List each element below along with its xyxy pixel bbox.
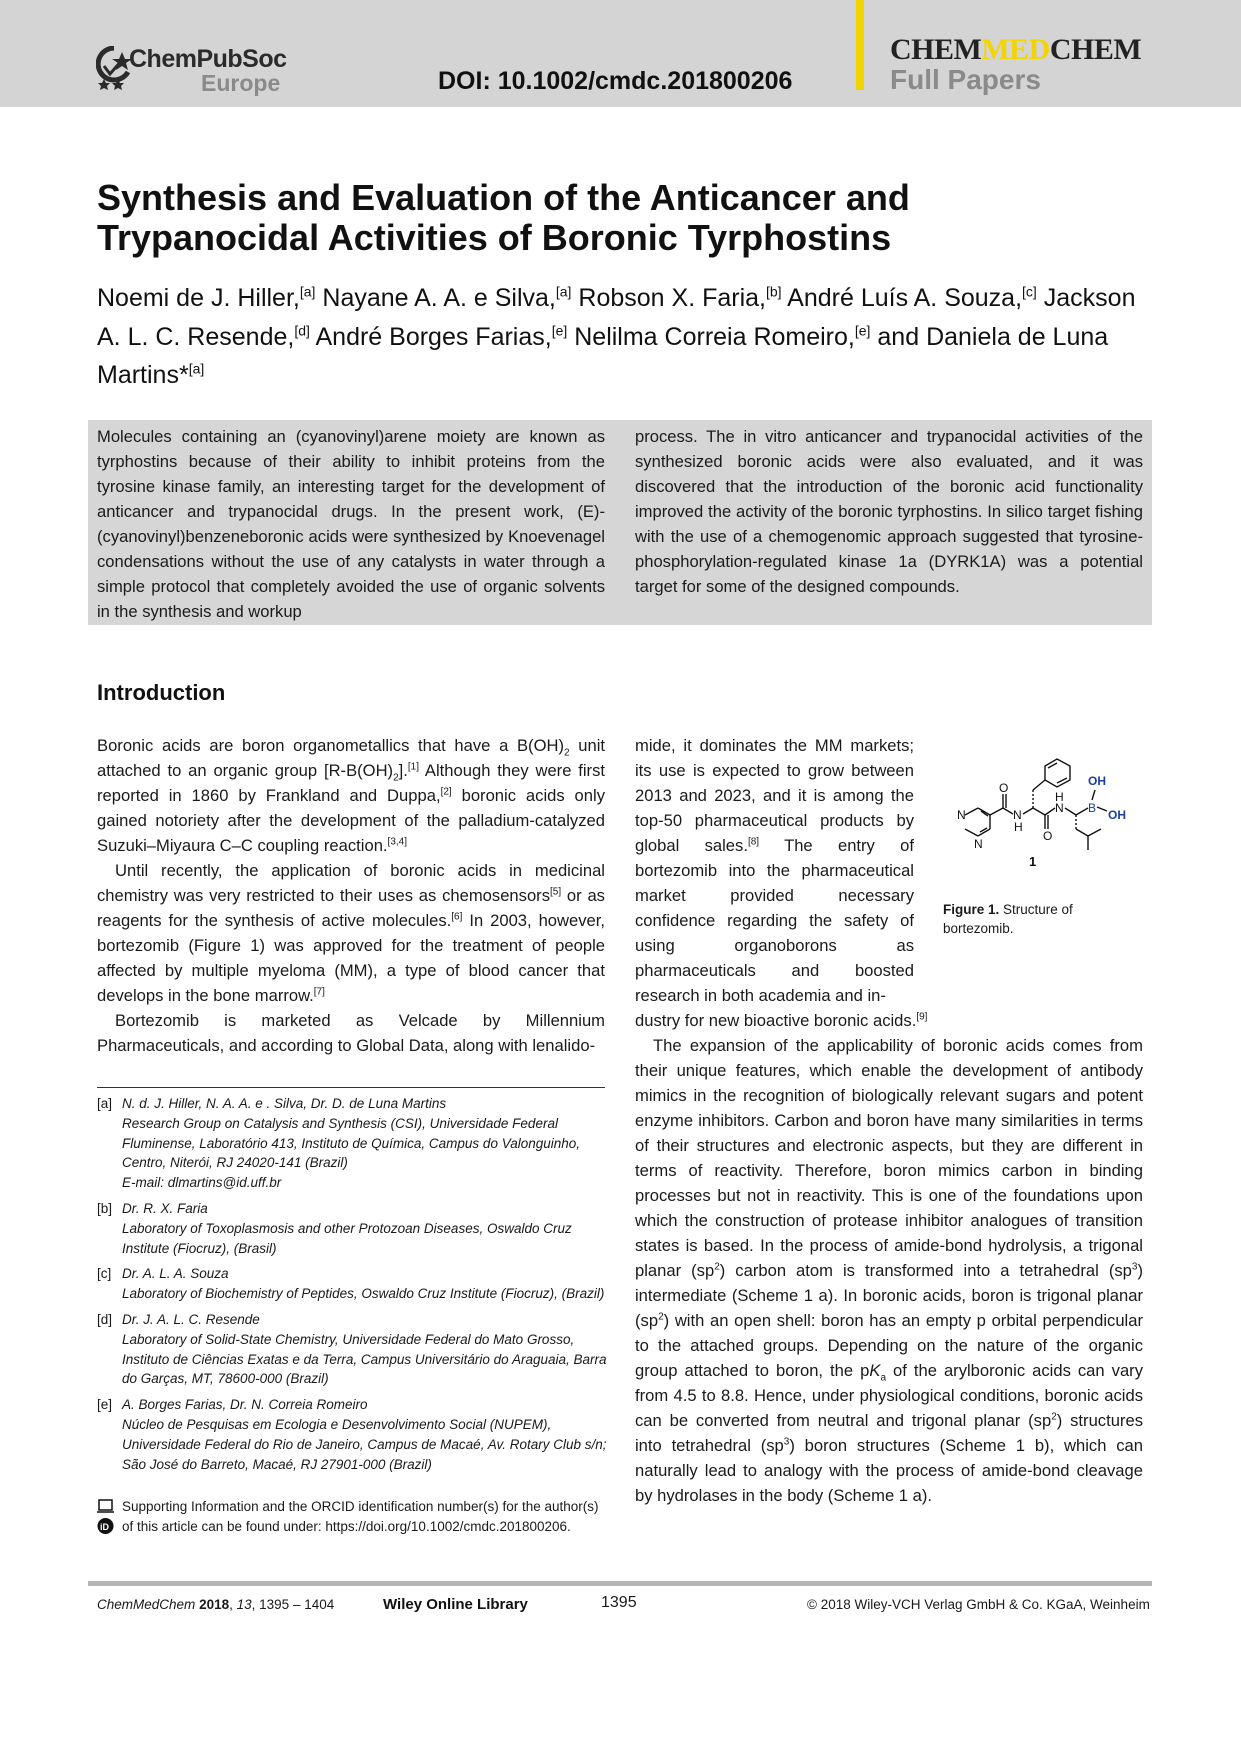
footnote-label: [e]	[97, 1397, 113, 1413]
journal-name	[890, 33, 1141, 67]
supporting-info-text[interactable]: Supporting Information and the ORCID identification number(s) for the author(s) of this article can be found under: https://doi.org/10.1002/cmdc.201800206.	[122, 1499, 599, 1534]
footnote-line: Dr. J. A. L. C. Resende	[122, 1311, 260, 1327]
footer-pages: , 1395 – 1404	[251, 1597, 335, 1612]
author	[97, 284, 315, 312]
author-name: Nelilma Correia Romeiro,	[574, 322, 855, 351]
footnote-body	[122, 1310, 607, 1389]
journal-accent-bar	[856, 0, 864, 90]
footnote-label: [a]	[97, 1096, 113, 1111]
footnote-line: Dr. A. L. A. Souza	[122, 1266, 229, 1282]
footnote-body	[122, 1264, 607, 1304]
molecule-bonds	[965, 759, 1107, 850]
footer-divider	[88, 1581, 1152, 1586]
intro-paragraph-4: mide, it dominates the MM markets; its use is expected to grow between 2013 and 2023, and it is among the top-50 pharmaceutical products by global sales.[8] The entry of bortezomib into the pharmaceutical market provided necessary confidence regarding the safety of using organoborons as pharmaceuticals and boosted research in both academia and in-	[635, 736, 914, 1005]
figure-caption	[943, 900, 1143, 938]
compound-number: 1	[1029, 854, 1037, 869]
intro-paragraph-1: Boronic acids are boron organometallics that have a $B(OH)_2$ unit attached to an organic group $[R-B(OH)_2].[1]$ Although they were first reported in 1860 by Frankland and Duppa,[2] boronic acids only gained notoriety after the development of the palladium-catalyzed Suzuki–Miyaura C–C coupling reaction.[3,4]	[97, 736, 605, 855]
atom-label: O	[999, 781, 1009, 795]
atom-label: H	[1055, 790, 1064, 804]
footnote-item	[97, 1264, 607, 1304]
intro-paragraph-2: Until recently, the application of boronic acids in medicinal chemistry was very restricted to their uses as chemosensors[5] or as reagents for the synthesis of active molecules.[6] In 2003, however, bortezomib (Figure 1) was approved for the treatment of people affected by multiple myeloma (MM), a type of blood cancer that develops in the bone marrow.[7]	[97, 861, 605, 1005]
footnote-body	[122, 1094, 607, 1193]
footnote-label: [b]	[97, 1200, 113, 1216]
footnote-item	[97, 1199, 607, 1258]
footnote-line: E-mail: dlmartins@id.uff.br	[122, 1175, 282, 1191]
abstract-left-column: Molecules containing an (cyanovinyl)arene moiety are known as tyrphostins because of their ability to inhibit proteins from the tyrosine kinase family, an interesting target for the development of anticancer and trypanocidal drugs. In the present work, (E)-(cyanovinyl)benzeneboronic acids were synthesized by Knoevenagel condensations without the use of any catalysts in water through a simple protocol that completely avoided the use of organic solvents in the synthesis and workup	[97, 427, 605, 621]
author-affiliation: [e]	[551, 322, 568, 339]
author	[315, 323, 567, 351]
footnote-divider	[97, 1087, 605, 1088]
author	[578, 284, 781, 312]
chempubsoc-logo-icon	[96, 46, 132, 90]
atom-label: H	[1014, 820, 1023, 834]
intro-paragraph-5: The expansion of the applicability of boronic acids comes from their unique features, which enable the development of antibody mimics in the recognition of biologically relevant sugars and potent enzyme inhibitors. Carbon and boron have many similarities in terms of their structures and electronic aspects, but they are different in terms of reactivity. Therefore, boron mimics carbon in binding processes but not in reactivity. This is one of the foundations upon which the construction of protease inhibitor analogues of transition states is based. In the process of amide-bond hydrolysis, a trigonal planar $(sp^2)$ carbon atom is transformed into a tetrahedral $(sp^3)$ intermediate (Scheme 1 a). In boronic acids, boron is trigonal planar $(sp^2)$ with an open shell: boron has an empty p orbital perpendicular to the attached groups. Depending on the nature of the organic group attached to boron, the $pK_a$ of the arylboronic acids can vary from 4.5 to 8.8. Hence, under physiological conditions, boronic acids can be converted from neutral and trigonal planar $(sp^2)$ structures into tetrahedral $(sp^3)$ boron structures (Scheme 1 b), which can naturally lead to analogy with the process of amide-bond cleavage by hydrolases in the body (Scheme 1 a).	[635, 1036, 1144, 1505]
atom-label-hydroxyl: OH	[1108, 808, 1126, 822]
author-name: and Daniela de Luna Martins*	[97, 322, 1109, 389]
footnote-line: Laboratory of Toxoplasmosis and other Protozoan Diseases, Oswaldo Cruz Institute (Fiocruz), (Brasil)	[122, 1220, 572, 1256]
footnote-line: Laboratory of Solid-State Chemistry, Universidade Federal do Mato Grosso, Instituto de Ciências Exatas e da Terra, Campus Universitário do Araguaia, Barra do Garças, MT, 78600-000 (Brazil)	[122, 1331, 607, 1387]
atom-label: N	[974, 837, 983, 851]
si-icons	[97, 1497, 122, 1543]
svg-text:iD: iD	[100, 1522, 109, 1532]
author-name: Robson X. Faria,	[578, 284, 766, 313]
introduction-heading: Introduction	[97, 680, 226, 705]
author-affiliation: [e]	[854, 322, 871, 339]
author-name: Jackson A. L. C. Resende,	[97, 284, 1136, 351]
journal-name-part1: CHEM	[890, 33, 982, 66]
supporting-info-icon	[97, 1497, 115, 1537]
footnote-item	[97, 1310, 607, 1389]
author-affiliation: [c]	[1022, 284, 1037, 300]
atom-label-hydroxyl: OH	[1088, 774, 1106, 788]
author-affiliation: [a]	[299, 284, 316, 300]
atom-label: N	[1013, 808, 1022, 822]
author-name: Nayane A. A. e Silva,	[322, 284, 556, 313]
bortezomib-structure-figure	[945, 740, 1150, 890]
intro-right-column	[635, 1033, 1143, 1508]
footnote-line: Research Group on Catalysis and Synthesis (CSI), Universidade Federal Fluminense, Laboratório 413, Instituto de Química, Campus do Valonguinho, Centro, Niterói, RJ 24020-141 (Brazil)	[122, 1115, 581, 1171]
author	[322, 284, 571, 312]
author-list	[97, 276, 1157, 391]
footer-citation: ChemMedChem 2018, 13, 1395 – 1404	[97, 1597, 335, 1612]
footer-volume: 13	[236, 1597, 252, 1612]
section-type: Full Papers	[890, 64, 1041, 95]
author-affiliation: [a]	[188, 360, 205, 377]
atom-label: O	[1043, 829, 1053, 843]
copyright-notice: © 2018 Wiley-VCH Verlag GmbH & Co. KGaA, Weinheim	[807, 1597, 1150, 1612]
publisher-name: ChemPubSoc	[129, 45, 287, 73]
footnote-line: Laboratory of Biochemistry of Peptides, Oswaldo Cruz Institute (Fiocruz), (Brazil)	[122, 1286, 605, 1302]
author-affiliation: [a]	[555, 284, 572, 300]
article-title: Synthesis and Evaluation of the Anticancer and Trypanocidal Activities of Boronic Tyrphostins	[97, 177, 910, 258]
journal-name-part3: CHEM	[1049, 33, 1142, 66]
page-number: 1395	[601, 1594, 637, 1611]
affiliation-footnotes	[97, 1094, 607, 1480]
atom-label: N	[1055, 801, 1064, 815]
footnote-line: Dr. R. X. Faria	[122, 1200, 208, 1216]
author-affiliation: [d]	[294, 322, 310, 339]
intro-left-column	[97, 733, 605, 1058]
footnote-body	[122, 1395, 607, 1474]
intro-paragraph-3: Bortezomib is marketed as Velcade by Millennium Pharmaceuticals, and according to Global Data, along with lenalido-	[97, 1011, 605, 1055]
author	[787, 284, 1037, 312]
figure-caption-label: Figure 1.	[943, 902, 1000, 917]
atom-label: N	[957, 808, 966, 822]
supporting-info-note	[97, 1497, 607, 1543]
author	[574, 323, 870, 351]
footnote-item	[97, 1395, 607, 1474]
footnote-line: A. Borges Farias, Dr. N. Correia Romeiro	[122, 1397, 368, 1413]
author-name: Noemi de J. Hiller,	[97, 284, 300, 313]
footnote-line: N. d. J. Hiller, N. A. A. e . Silva, Dr. D. de Luna Martins	[122, 1096, 447, 1111]
journal-name-part2: MED	[981, 33, 1050, 66]
wiley-online-library-link[interactable]: Wiley Online Library	[383, 1596, 528, 1613]
footnote-label: [c]	[97, 1266, 112, 1282]
author-name: André Borges Farias,	[315, 322, 552, 351]
footer-journal: ChemMedChem	[97, 1597, 196, 1612]
footnote-body	[122, 1199, 607, 1258]
atom-label-boron: B	[1088, 801, 1097, 815]
footnote-item	[97, 1094, 607, 1193]
author-name: André Luís A. Souza,	[787, 284, 1023, 313]
intro-right-column-top	[635, 733, 914, 1008]
article-doi[interactable]: DOI: 10.1002/cmdc.201800206	[438, 67, 793, 95]
abstract-right-column: process. The in vitro anticancer and trypanocidal activities of the synthesized boronic acids were also evaluated, and it was discovered that the introduction of the boronic acid functionality improved the activity of the boronic tyrphostins. In silico target fishing with the use of a chemogenomic approach suggested that tyrosine-phosphorylation-regulated kinase 1a (DYRK1A) was a potential target for some of the designed compounds.	[635, 427, 1143, 596]
publisher-region: Europe	[201, 70, 281, 96]
figure-caption-text: Structure of bortezomib.	[943, 902, 1073, 936]
footnote-label: [d]	[97, 1311, 113, 1327]
footnote-line: Núcleo de Pesquisas em Ecologia e Desenvolvimento Social (NUPEM), Universidade Federal do Rio de Janeiro, Campus de Macaé, Av. Rotary Club s/n; São José do Barreto, Macaé, RJ 27901-000 (Brazil)	[122, 1416, 607, 1472]
footer-year: 2018	[199, 1597, 230, 1612]
author-affiliation: [b]	[766, 284, 782, 300]
intro-paragraph-4-end: dustry for new bioactive boronic acids.[9]	[635, 1011, 928, 1030]
